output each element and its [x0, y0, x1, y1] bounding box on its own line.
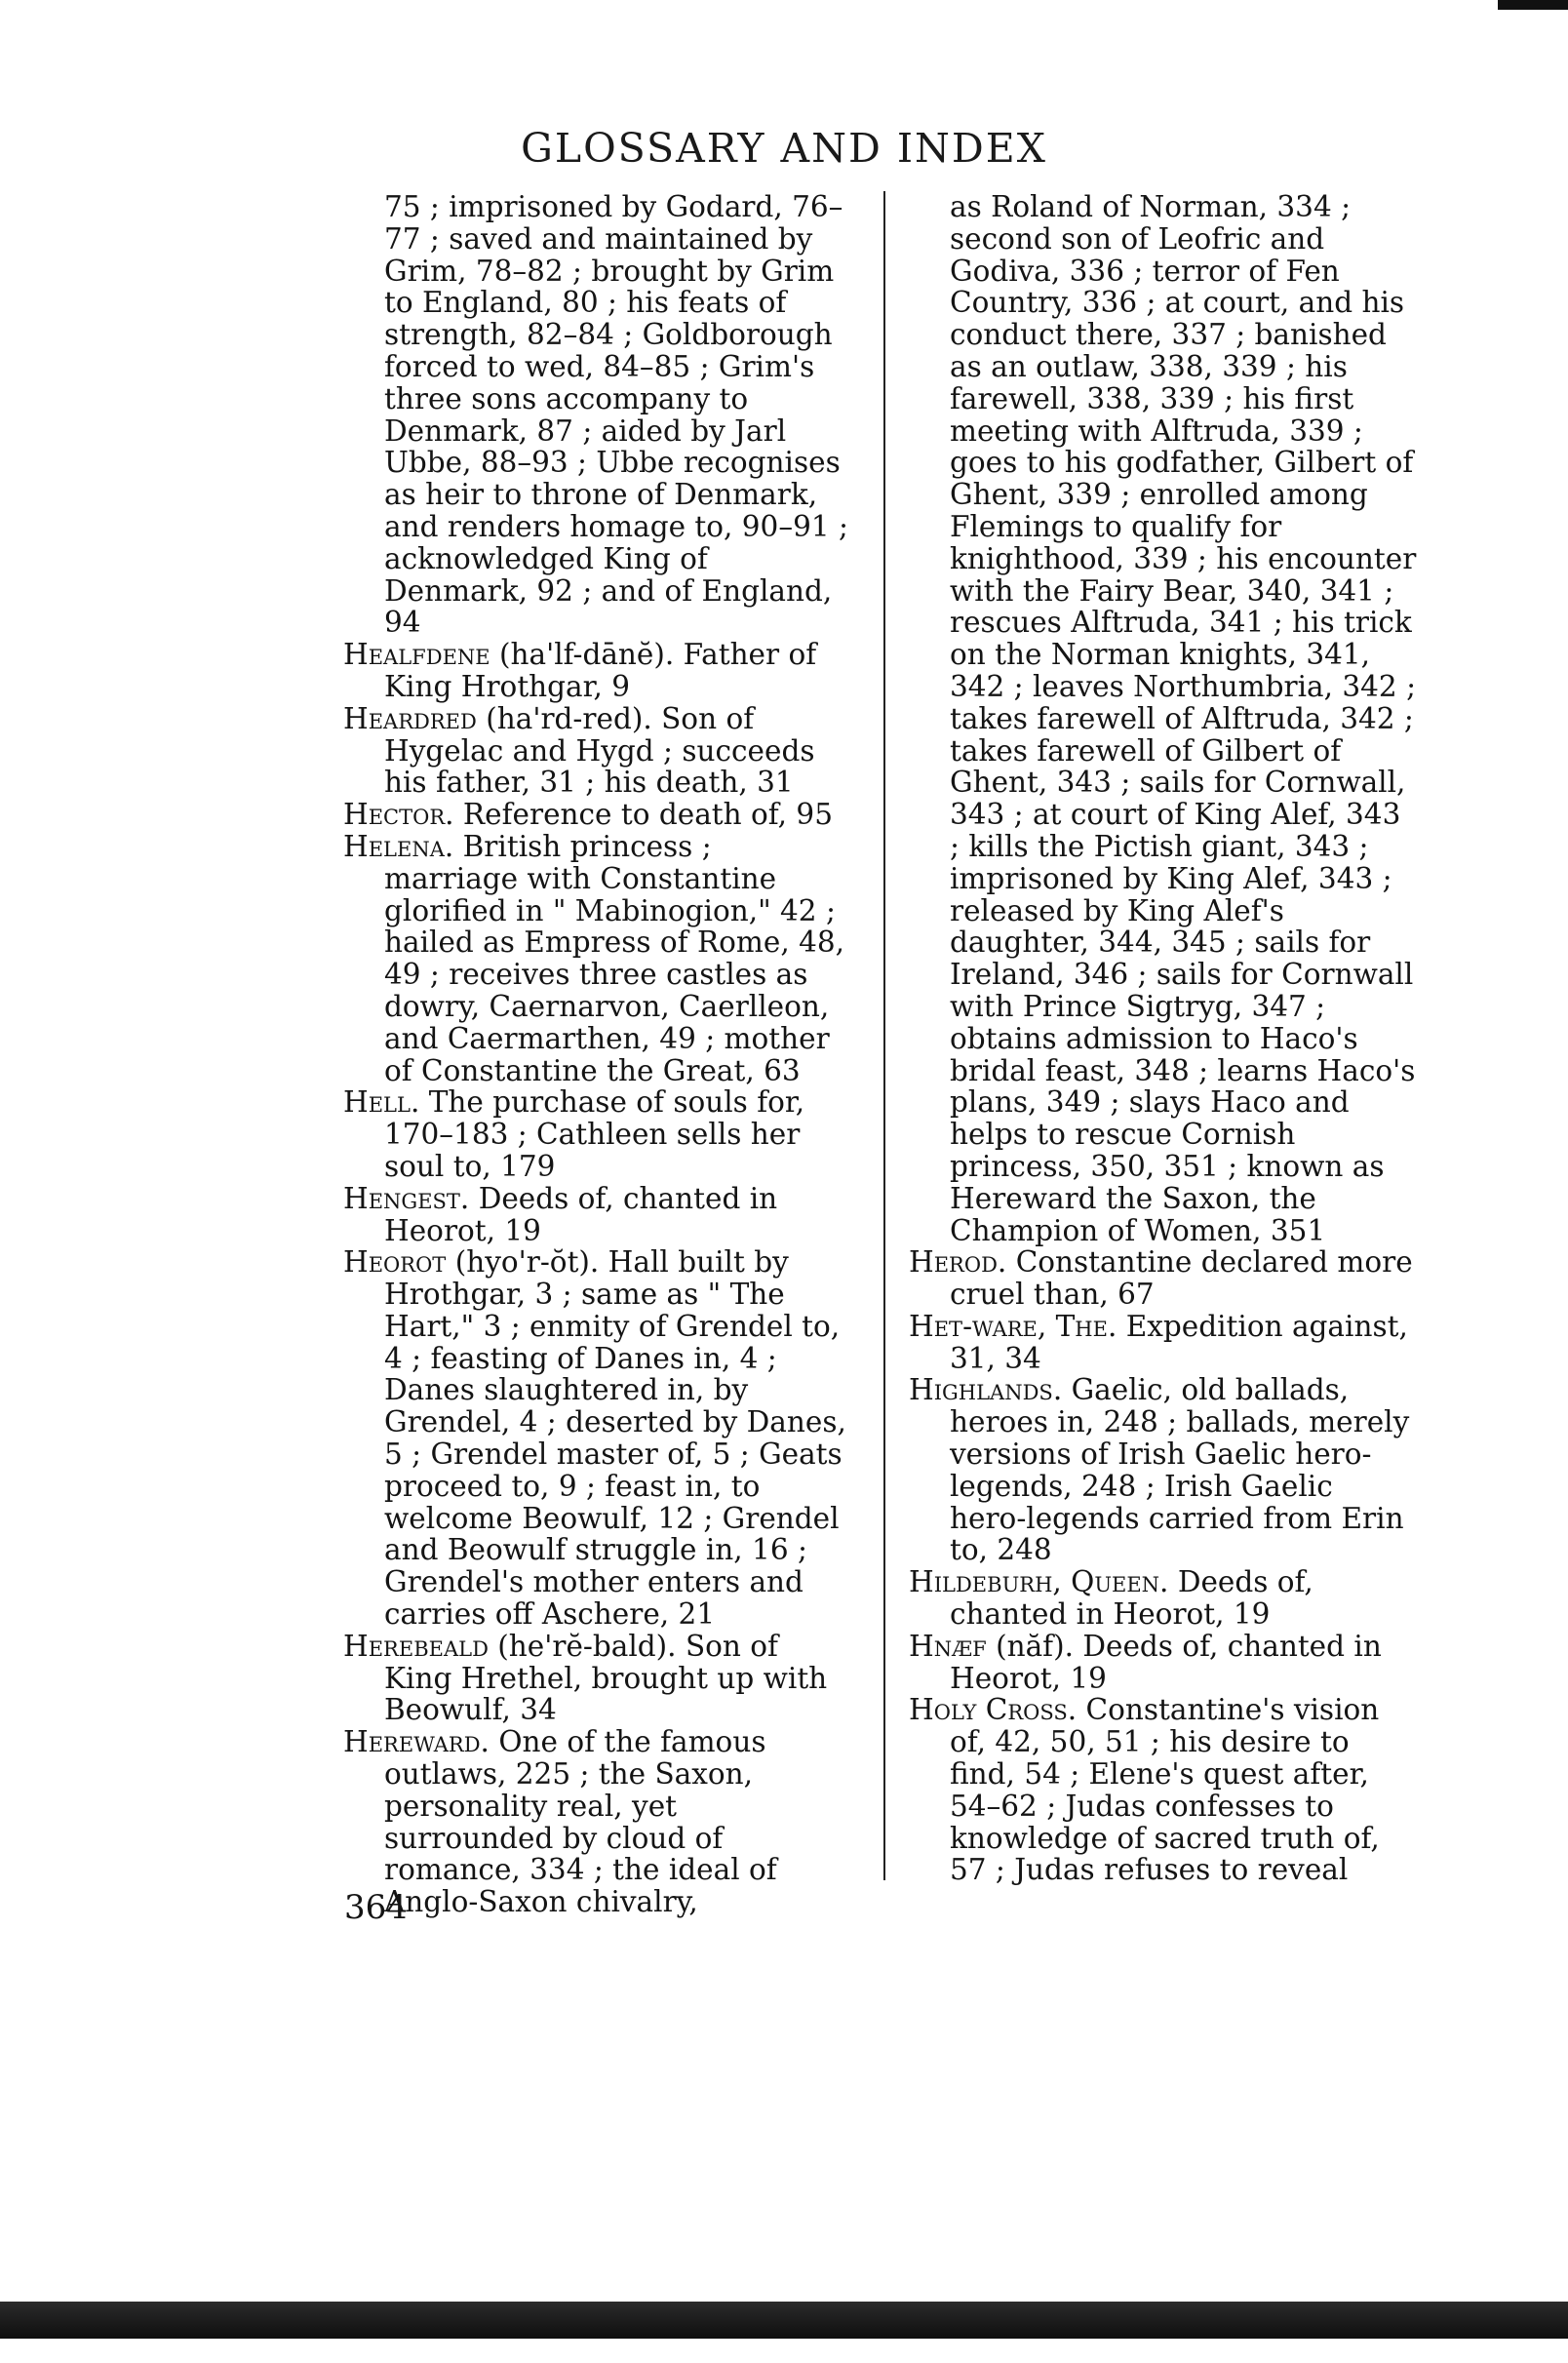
entry-headword: Heardred — [343, 701, 477, 735]
entry-headword: Heorot — [343, 1245, 447, 1280]
index-entry — [343, 1246, 852, 1631]
index-entry — [343, 1086, 852, 1182]
entry-text: Constantine's vision of, 42, 50, 51 ; his desire to find, 54 ; Elene's quest after, 54–62 ; Judas confesses to knowledge of sacred truth of, 57 ; Judas refuses to reveal — [950, 1693, 1380, 1887]
scan-bottom-edge — [0, 2302, 1568, 2339]
index-entry — [909, 1246, 1418, 1311]
page-title: GLOSSARY AND INDEX — [521, 125, 1047, 172]
index-column-right — [909, 191, 1418, 1886]
index-entry — [909, 1311, 1418, 1375]
entry-text: The purchase of souls for, 170–183 ; Cathleen sells her soul to, 179 — [384, 1085, 805, 1183]
entry-text: British princess ; marriage with Constantine glorified in " Mabinogion," 42 ; hailed as Empress of Rome, 48, 49 ; receives three castles as dowry, Caernarvon, Caerlleon, and Caermarthen, 49 ; mother of Constantine the Great, 63 — [384, 829, 845, 1087]
entry-headword: Herod. — [909, 1245, 1007, 1280]
entry-headword: Hengest. — [343, 1181, 470, 1215]
index-entry — [343, 1631, 852, 1726]
index-entry — [909, 191, 1418, 1246]
entry-headword: Helena. — [343, 829, 454, 863]
entry-headword: Hnæf — [909, 1629, 987, 1663]
index-entry — [343, 799, 852, 831]
entry-text: Deeds of, chanted in Heorot, 19 — [384, 1181, 778, 1247]
entry-text: One of the famous outlaws, 225 ; the Saxon, personality real, yet surrounded by cloud of romance, 334 ; the ideal of Anglo-Saxon chivalry, — [384, 1725, 777, 1919]
entry-text: Gaelic, old ballads, heroes in, 248 ; ballads, merely versions of Irish Gaelic hero-legends, 248 ; Irish Gaelic hero-legends carried from Erin to, 248 — [950, 1373, 1410, 1567]
index-entry — [343, 703, 852, 799]
page-number: 364 — [344, 1888, 408, 1927]
entry-text: (hyo'r-ŏt). Hall built by Hrothgar, 3 ; same as " The Hart," 3 ; enmity of Grendel to, 4 ; feasting of Danes in, 4 ; Danes slaughtered in, by Grendel, 4 ; deserted by Danes, 5 ; Grendel master of, 5 ; Geats proceed to, 9 ; feast in, to welcome Beowulf, 12 ; Grendel and Beowulf struggle in, 16 ; Grendel's mother enters and carries off Aschere, 21 — [384, 1245, 846, 1632]
entry-headword: Hector. — [343, 798, 454, 832]
index-entry — [343, 831, 852, 1086]
scan-corner-mark — [1498, 0, 1568, 10]
index-column-left — [343, 191, 852, 1918]
entry-text: Constantine declared more cruel than, 67 — [950, 1245, 1413, 1312]
index-entry — [909, 1374, 1418, 1566]
entry-headword: Hell. — [343, 1085, 420, 1120]
entry-text: (ha'lf-dānĕ). Father of King Hrothgar, 9 — [384, 638, 817, 703]
entry-text: Reference to death of, 95 — [453, 798, 833, 832]
entry-headword: Hildeburh, Queen. — [909, 1565, 1169, 1599]
entry-headword: Herebeald — [343, 1629, 489, 1663]
index-entry — [909, 1694, 1418, 1886]
entry-text: (ha'rd-red). Son of Hygelac and Hygd ; succeeds his father, 31 ; his death, 31 — [384, 701, 815, 800]
entry-text: (he'rĕ-bald). Son of King Hrethel, brought up with Beowulf, 34 — [384, 1629, 828, 1727]
entry-headword: Hereward. — [343, 1725, 490, 1759]
index-entry — [343, 1183, 852, 1247]
index-entry — [343, 639, 852, 703]
column-divider — [883, 191, 885, 1880]
entry-text: (năf). Deeds of, chanted in Heorot, 19 — [950, 1629, 1382, 1695]
index-entry — [343, 1726, 852, 1918]
entry-text: 75 ; imprisoned by Godard, 76–77 ; saved and maintained by Grim, 78–82 ; brought by Grim to England, 80 ; his feats of strength, 82–84 ; Goldborough forced to wed, 84–85 ; Grim's three sons accompany to Denmark, 87 ; aided by Jarl Ubbe, 88–93 ; Ubbe recognises as heir to throne of Denmark, and renders homage to, 90–91 ; acknowledged King of Denmark, 92 ; and of England, 94 — [384, 190, 848, 640]
index-entry — [909, 1631, 1418, 1695]
entry-headword: Highlands. — [909, 1373, 1063, 1407]
entry-headword: Holy Cross. — [909, 1693, 1078, 1727]
entry-text: as Roland of Norman, 334 ; second son of Leofric and Godiva, 336 ; terror of Fen Country, 336 ; at court, and his conduct there, 337 ; banished as an outlaw, 338, 339 ; his farewell, 338, 339 ; his first meeting with Alftruda, 339 ; goes to his godfather, Gilbert of Ghent, 339 ; enrolled among Flemings to qualify for knighthood, 339 ; his encounter with the Fairy Bear, 340, 341 ; rescues Alftruda, 341 ; his trick on the Norman knights, 341, 342 ; leaves Northumbria, 342 ; takes farewell of Alftruda, 342 ; takes farewell of Gilbert of Ghent, 343 ; sails for Cornwall, 343 ; at court of King Alef, 343 ; kills the Pictish giant, 343 ; imprisoned by King Alef, 343 ; released by King Alef's daughter, 344, 345 ; sails for Ireland, 346 ; sails for Cornwall with Prince Sigtryg, 347 ; obtains admission to Haco's bridal feast, 348 ; learns Haco's plans, 349 ; slays Haco and helps to rescue Cornish princess, 350, 351 ; known as Hereward the Saxon, the Champion of Women, 351 — [950, 190, 1417, 1247]
entry-text: Deeds of, chanted in Heorot, 19 — [950, 1565, 1313, 1632]
entry-text: Expedition against, 31, 34 — [950, 1309, 1408, 1375]
index-entry — [343, 191, 852, 639]
entry-headword: Het-ware, The. — [909, 1309, 1117, 1343]
entry-headword: Healfdene — [343, 638, 490, 672]
index-entry — [909, 1566, 1418, 1631]
